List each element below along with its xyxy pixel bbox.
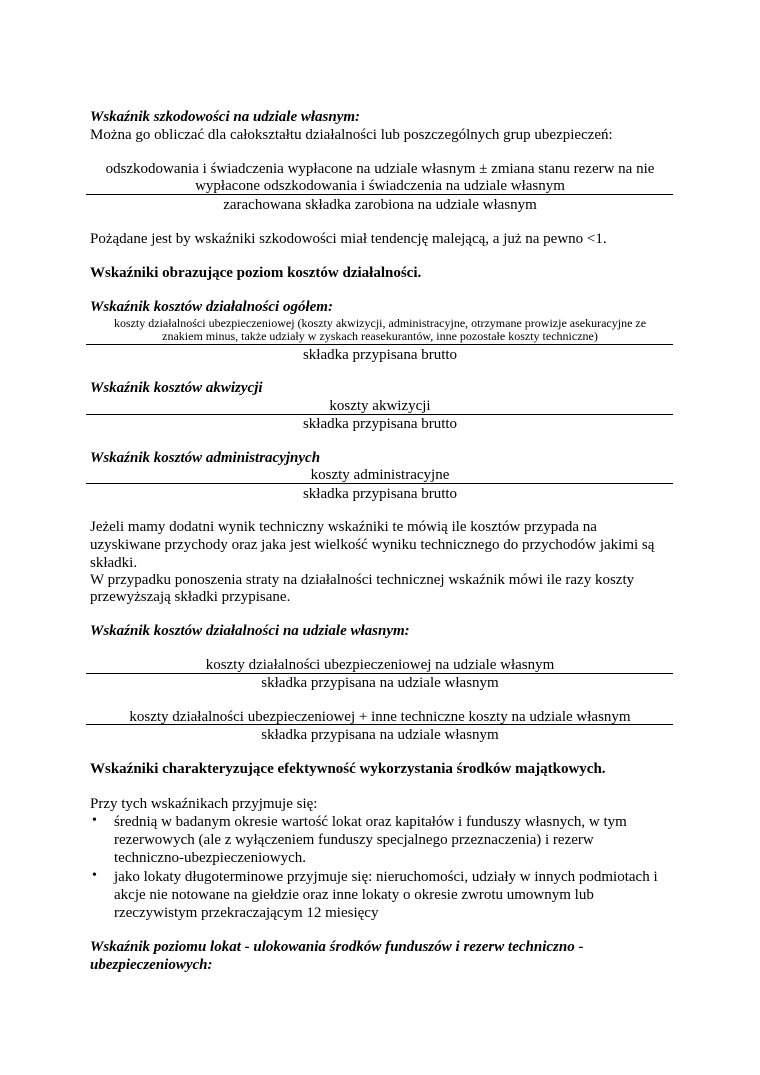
fraction-line <box>86 194 673 195</box>
fraction-line <box>86 724 673 725</box>
formula-denominator: składka przypisana na udziale własnym <box>261 727 499 743</box>
list-item-line: rezerwowych (ale z wyłączeniem funduszy specjalnego przeznaczenia) i rezerw <box>114 832 594 848</box>
formula-numerator: koszty działalności ubezpieczeniowej na udziale własnym <box>205 657 555 673</box>
paragraph-line: W przypadku ponoszenia straty na działalności technicznej wskaźnik mówi ile razy koszty <box>90 572 635 588</box>
formula-numerator: znakiem minus, także udziały w zyskach reasekurantów, inne pozostałe koszty techniczne) <box>162 329 598 343</box>
formula-numerator: odszkodowania i świadczenia wypłacone na udziale własnym ± zmiana stanu rezerw na nie <box>105 161 655 177</box>
subheading: Wskaźnik kosztów akwizycji <box>90 380 263 396</box>
subheading: Wskaźnik poziomu lokat - ulokowania środków funduszów i rezerw techniczno - <box>90 939 584 955</box>
list-item-line: akcje nie notowane na giełdzie oraz inne lokaty o okresie zwrotu umownym lub <box>114 887 594 903</box>
list-item-line: jako lokaty długoterminowe przyjmuje się: nieruchomości, udziały w innych podmiotach i <box>114 869 658 885</box>
formula-numerator: koszty działalności ubezpieczeniowej (koszty akwizycji, administracyjne, otrzymane prowizje asekuracyjne ze <box>113 316 647 330</box>
section-heading-costs: Wskaźniki obrazujące poziom kosztów działalności. <box>90 265 422 281</box>
formula-numerator: koszty administracyjne <box>310 467 450 483</box>
list-item-line: średnią w badanym okresie wartość lokat oraz kapitałów i funduszy własnych, w tym <box>114 814 627 830</box>
paragraph-line: składki. <box>90 555 138 571</box>
fraction-line <box>86 344 673 345</box>
formula-numerator: koszty akwizycji <box>329 398 431 414</box>
formula-denominator: składka przypisana na udziale własnym <box>261 675 499 691</box>
subheading: Wskaźnik kosztów działalności na udziale własnym: <box>90 623 410 639</box>
paragraph-line: Jeżeli mamy dodatni wynik techniczny wskaźniki te mówią ile kosztów przypada na <box>90 519 597 535</box>
paragraph: Można go obliczać dla całokształtu działalności lub poszczególnych grup ubezpieczeń: <box>90 127 613 143</box>
list-item-line: rzeczywistym przekraczającym 12 miesięcy <box>114 905 379 921</box>
fraction-line <box>86 483 673 484</box>
paragraph: Przy tych wskaźnikach przyjmuje się: <box>90 796 318 812</box>
subheading: ubezpieczeniowych: <box>90 957 213 973</box>
section-heading-loss-ratio: Wskaźnik szkodowości na udziale własnym: <box>90 109 361 125</box>
subheading: Wskaźnik kosztów działalności ogółem: <box>90 299 333 315</box>
formula-denominator: składka przypisana brutto <box>302 347 458 363</box>
formula-numerator: wypłacone odszkodowania i świadczenia na udziale własnym <box>195 178 565 194</box>
formula-denominator: składka przypisana brutto <box>302 486 458 502</box>
subheading: Wskaźnik kosztów administracyjnych <box>90 450 321 466</box>
formula-denominator: składka przypisana brutto <box>302 416 458 432</box>
bullet-icon: • <box>92 813 97 828</box>
paragraph-line: przewyższają składki przypisane. <box>90 589 291 605</box>
paragraph-line: uzyskiwane przychody oraz jaka jest wielkość wyniku technicznego do przychodów jakimi są <box>90 537 655 553</box>
list-item-line: techniczno-ubezpieczeniowych. <box>114 850 306 866</box>
bullet-icon: • <box>92 868 97 883</box>
formula-numerator: koszty działalności ubezpieczeniowej + inne techniczne koszty na udziale własnym <box>129 709 631 725</box>
paragraph: Pożądane jest by wskaźniki szkodowości miał tendencję malejącą, a już na pewno <1. <box>90 231 607 247</box>
section-heading-assets: Wskaźniki charakteryzujące efektywność wykorzystania środków majątkowych. <box>90 761 606 777</box>
formula-denominator: zarachowana składka zarobiona na udziale własnym <box>223 197 537 213</box>
